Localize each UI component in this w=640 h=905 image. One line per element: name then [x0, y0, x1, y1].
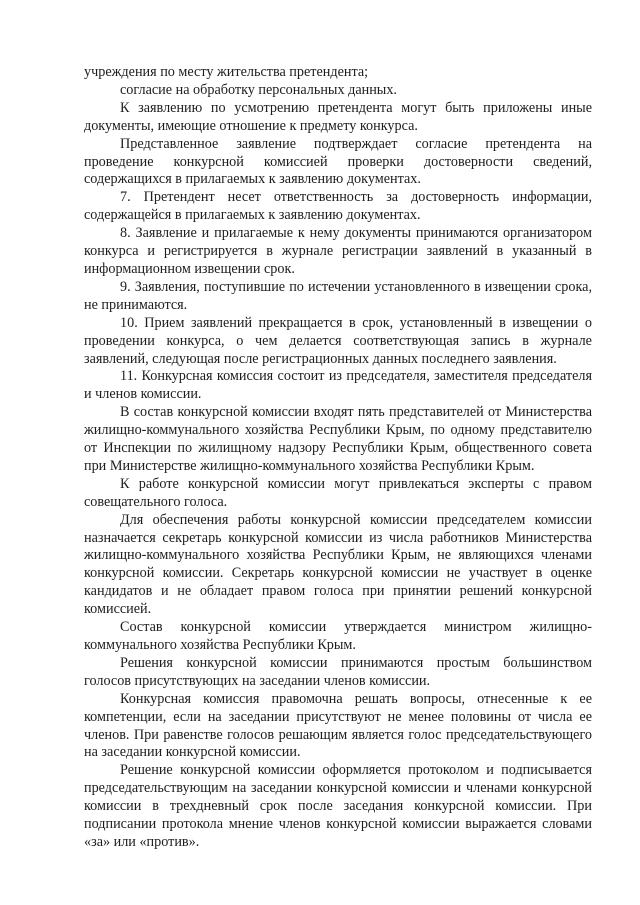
paragraph-quorum: Конкурсная комиссия правомочна решать вопросы, отнесенные к ее компетенции, если на заседании присутствуют не менее половины от числа ее членов. При равенстве голосов решающим является голос председательствующего на заседании конкурсной комиссии. — [84, 690, 592, 761]
paragraph-item-11: 11. Конкурсная комиссия состоит из председателя, заместителя председателя и членов комиссии. — [84, 368, 592, 403]
paragraph-protocol: Решение конкурсной комиссии оформляется протоколом и подписывается председательствующим на заседании конкурсной комиссии и членами конкурсной комиссии в трехдневный срок после заседания конкурсной комиссии. При подписании протокола мнение членов конкурсной комиссии выражается словами «за» или «против». — [84, 762, 592, 850]
paragraph-approval: Состав конкурсной комиссии утверждается министром жилищно-коммунального хозяйства Республики Крым. — [84, 619, 592, 653]
paragraph-verification: Представленное заявление подтверждает согласие претендента на проведение конкурсной комиссией проверки достоверности сведений, содержащихся в прилагаемых к заявлению документах. — [84, 135, 592, 188]
paragraph-consent: согласие на обработку персональных данных. — [120, 81, 397, 98]
paragraph-item-7: 7. Претендент несет ответственность за достоверность информации, содержащейся в прилагаемых к заявлению документах. — [84, 189, 592, 224]
paragraph-secretary: Для обеспечения работы конкурсной комиссии председателем комиссии назначается секретарь конкурсной комиссии из числа работников Министерства жилищно-коммунального хозяйства Республики Крым, не являющихся членами конкурсной комиссии. Секретарь конкурсной комиссии не участвует в оценке кандидатов и не обладает правом голоса при принятии решений конкурсной комиссией. — [84, 511, 592, 618]
paragraph-experts: К работе конкурсной комиссии могут привлекаться эксперты с правом совещательного голоса. — [84, 475, 592, 510]
paragraph-item-10: 10. Прием заявлений прекращается в срок, установленный в извещении о проведении конкурса, о чем делается соответствующая запись в журнале заявлений, следующая после регистрационных данных последнего заявления. — [84, 314, 592, 367]
paragraph-decisions: Решения конкурсной комиссии принимаются простым большинством голосов присутствующих на заседании членов комиссии. — [84, 654, 592, 689]
document-page — [84, 64, 592, 852]
paragraph-item-9: 9. Заявления, поступившие по истечении установленного в извещении срока, не принимаются. — [84, 278, 592, 313]
paragraph-continuation: учреждения по месту жительства претендента; — [84, 64, 369, 80]
paragraph-attachments: К заявлению по усмотрению претендента могут быть приложены иные документы, имеющие отношение к предмету конкурса. — [84, 99, 592, 134]
paragraph-commission-composition: В состав конкурсной комиссии входят пять представителей от Министерства жилищно-коммунального хозяйства Республики Крым, по одному представителю от Инспекции по жилищному надзору Республики Крым, общественного совета при Министерстве жилищно-коммунального хозяйства Республики Крым. — [84, 404, 592, 474]
paragraph-item-8: 8. Заявление и прилагаемые к нему документы принимаются организатором конкурса и регистрируется в журнале регистрации заявлений в указанный в информационном извещении срок. — [84, 225, 592, 277]
